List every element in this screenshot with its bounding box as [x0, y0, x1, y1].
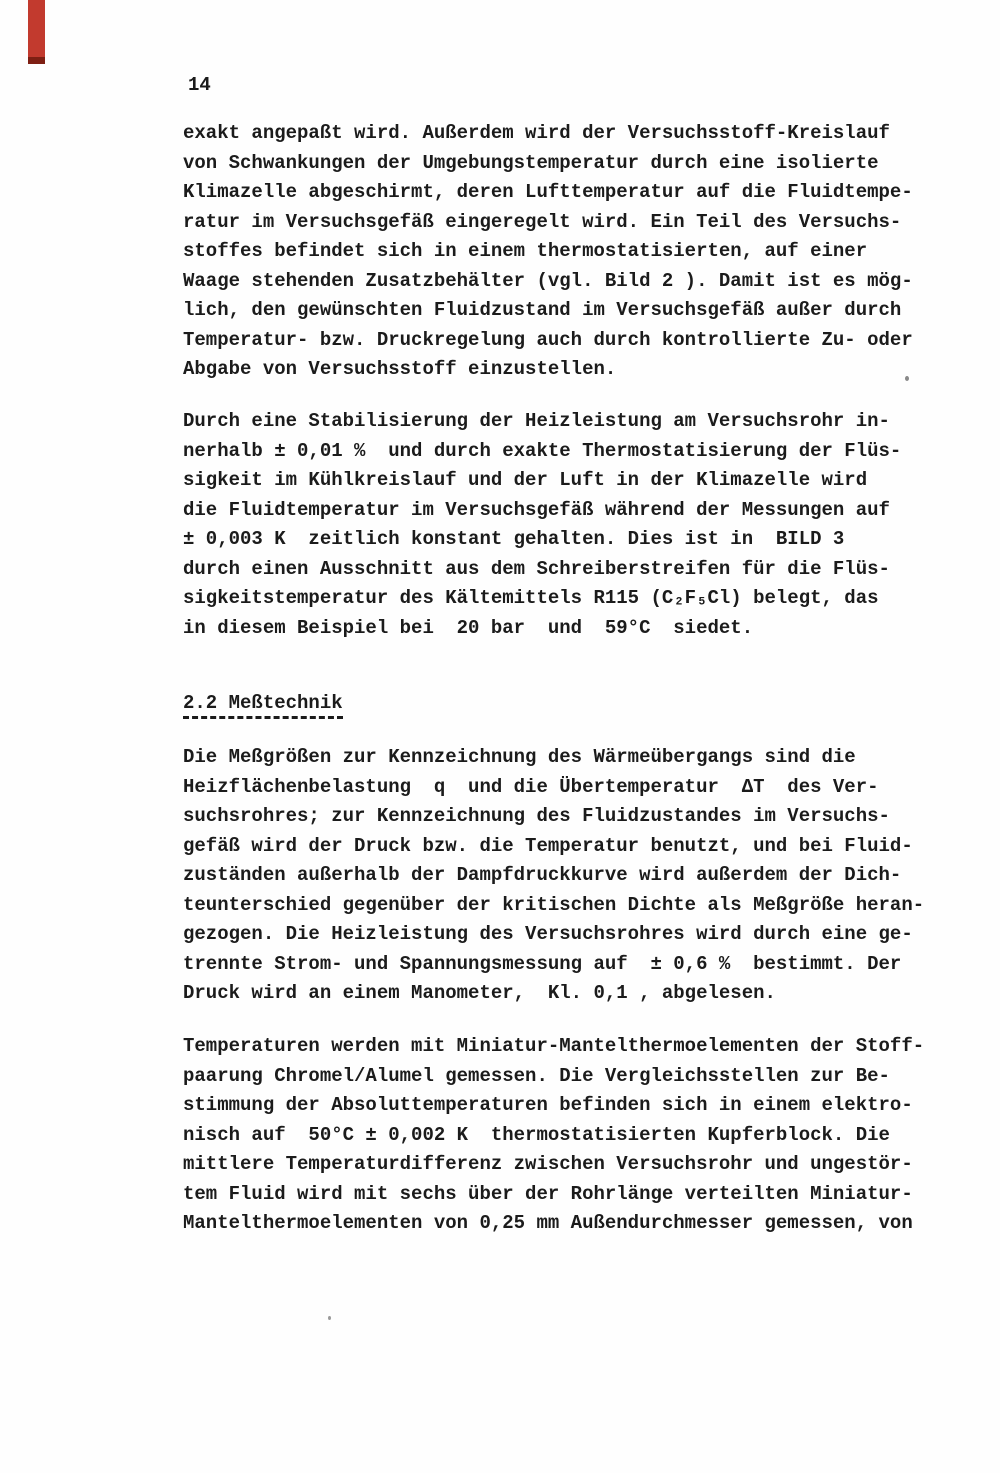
scan-artifact-dot	[905, 376, 909, 381]
text-line: teunterschied gegenüber der kritischen Dichte als Meßgröße heran-	[183, 893, 925, 916]
text-line: Mantelthermoelementen von 0,25 mm Außendurchmesser gemessen, von	[183, 1212, 913, 1234]
text-line: tem Fluid wird mit sechs über der Rohrlänge verteilten Miniatur-	[183, 1182, 913, 1205]
text-line: stimmung der Absoluttemperaturen befinden sich in einem elektro-	[183, 1094, 913, 1116]
section-heading	[183, 692, 343, 714]
text-line: Klimazelle abgeschirmt, deren Lufttemperatur auf die Fluidtempe-	[183, 181, 913, 203]
text-line: Druck wird an einem Manometer, Kl. 0,1 , abgelesen.	[183, 982, 776, 1004]
red-corner-tab	[28, 0, 45, 64]
text-line: ± 0,003 K zeitlich konstant gehalten. Dies ist in BILD 3	[183, 528, 845, 550]
text-line: trennte Strom- und Spannungsmessung auf ± 0,6 % bestimmt. Der	[183, 952, 902, 975]
text-line: suchsrohres; zur Kennzeichnung des Fluidzustandes im Versuchs-	[183, 805, 890, 827]
page-number: 14	[188, 74, 211, 96]
text-line: ratur im Versuchsgefäß eingeregelt wird. Ein Teil des Versuchs-	[183, 210, 902, 233]
paragraph-2	[183, 407, 901, 643]
text-line: exakt angepaßt wird. Außerdem wird der Versuchsstoff-Kreislauf	[183, 122, 890, 144]
text-line: paarung Chromel/Alumel gemessen. Die Vergleichsstellen zur Be-	[183, 1064, 890, 1087]
text-line: Temperaturen werden mit Miniatur-Mantelthermoelementen der Stoff-	[183, 1035, 925, 1057]
text-line: stoffes befindet sich in einem thermostatisierten, auf einer	[183, 240, 868, 262]
text-line: Temperatur- bzw. Druckregelung auch durch kontrollierte Zu- oder	[183, 328, 913, 351]
text-line: die Fluidtemperatur im Versuchsgefäß während der Messungen auf	[183, 498, 890, 521]
text-line: Waage stehenden Zusatzbehälter (vgl. Bild 2 ). Damit ist es mög-	[183, 269, 913, 292]
paragraph-4	[183, 1032, 924, 1239]
text-line: gefäß wird der Druck bzw. die Temperatur benutzt, und bei Fluid-	[183, 834, 913, 857]
text-line: lich, den gewünschten Fluidzustand im Versuchsgefäß außer durch	[183, 299, 902, 321]
text-line: Durch eine Stabilisierung der Heizleistung am Versuchsrohr in-	[183, 410, 890, 432]
scan-artifact-dot	[328, 1316, 331, 1320]
text-line: sigkeitstemperatur des Kältemittels R115 (C₂F₅Cl) belegt, das	[183, 587, 879, 609]
text-line: durch einen Ausschnitt aus dem Schreiberstreifen für die Flüs-	[183, 557, 890, 580]
text-line: Abgabe von Versuchsstoff einzustellen.	[183, 358, 617, 380]
text-line: in diesem Beispiel bei 20 bar und 59°C siedet.	[183, 616, 754, 639]
text-line: gezogen. Die Heizleistung des Versuchsrohres wird durch eine ge-	[183, 923, 913, 945]
text-line: nisch auf 50°C ± 0,002 K thermostatisierten Kupferblock. Die	[183, 1123, 890, 1146]
text-line: sigkeit im Kühlkreislauf und der Luft in der Klimazelle wird	[183, 469, 868, 491]
section-heading-text: 2.2 Meßtechnik	[183, 692, 343, 719]
text-line: Die Meßgrößen zur Kennzeichnung des Wärmeübergangs sind die	[183, 746, 856, 768]
paragraph-1	[183, 119, 913, 385]
paragraph-3	[183, 743, 924, 1009]
text-line: Heizflächenbelastung q und die Übertemperatur ΔT des Ver-	[183, 775, 879, 798]
text-line: nerhalb ± 0,01 % und durch exakte Thermostatisierung der Flüs-	[183, 439, 902, 462]
text-line: zuständen außerhalb der Dampfdruckkurve wird außerdem der Dich-	[183, 864, 902, 886]
text-line: von Schwankungen der Umgebungstemperatur durch eine isolierte	[183, 151, 879, 174]
text-line: mittlere Temperaturdifferenz zwischen Versuchsrohr und ungestör-	[183, 1153, 913, 1175]
